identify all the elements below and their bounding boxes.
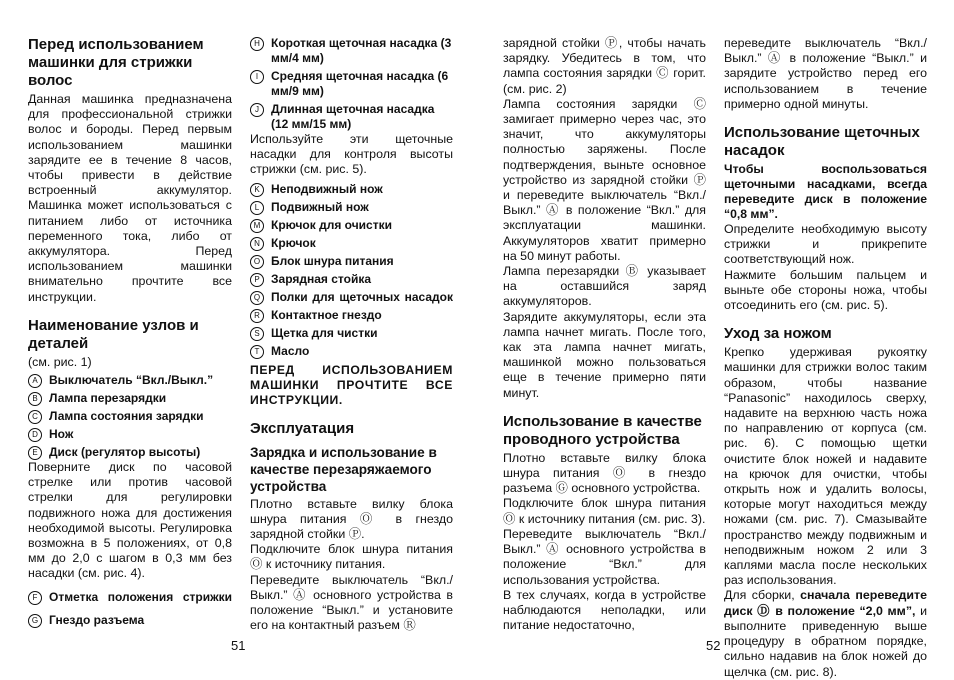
paragraph-wired-1: Плотно вставьте вилку блока шнура питания Ⓞ в гнездо разъема Ⓖ основного устройства. (503, 450, 706, 496)
circled-letter-icon: C (28, 410, 42, 424)
heading-parts: Наименование узлов и деталей (28, 316, 199, 352)
page-number-51: 51 (231, 638, 246, 653)
see-figure-1: (см. рис. 1) (28, 354, 92, 369)
column-2 (250, 36, 453, 633)
circled-letter-icon: H (250, 37, 264, 51)
paragraph-attachments-3: Нажмите большим пальцем и выньте обе стороны ножа, чтобы отсоединить его (см. рис. 5). (724, 267, 927, 313)
circled-letter-icon: K (250, 183, 264, 197)
paragraph-wired-5: переведите выключатель “Вкл./ Выкл.” Ⓐ в положение “Выкл.” и зарядите устройство перед его использованием в течение примерно одной минуты. (724, 36, 927, 111)
paragraph-care-1: Крепко удерживая рукоятку машинки для стрижки волос таким образом, чтобы название “Panasonic” находилось сверху, надавите на верхнюю часть ножа по направлению от корпуса (см. рис. 6). С помощью щетки очистите блок ножей и надавите на крючок для очистки, чтобы открыть нож и удалить волосы, которые могут находиться между ножами (см. рис. 7). Смазывайте пространство между подвижным и неподвижным ножом 2 или 3 каплями масла после нескольких раз использования. (724, 345, 927, 588)
part-item: N Крючок (250, 236, 453, 251)
circled-letter-icon: I (250, 70, 264, 84)
paragraph-charge-4: зарядной стойки Ⓟ, чтобы начать зарядку. Убедитесь в том, что лампа состояния зарядки Ⓒ горит. (см. рис. 2) (503, 36, 706, 96)
part-item: R Контактное гнездо (250, 308, 453, 323)
circled-letter-icon: P (250, 273, 264, 287)
circled-letter-icon: R (250, 309, 264, 323)
part-item: M Крючок для очистки (250, 218, 453, 233)
column-4 (724, 36, 927, 680)
parts-list-a-e (28, 373, 232, 460)
circled-letter-icon: L (250, 201, 264, 215)
part-item: F Отметка положения стрижки (28, 590, 232, 605)
part-item: C Лампа состояния зарядки (28, 409, 232, 424)
part-item: T Масло (250, 344, 453, 359)
column-1 (28, 36, 232, 631)
heading-charging: Зарядка и использование в качестве перезаряжаемого устройства (250, 444, 437, 494)
heading-wired-use: Использование в качестве проводного устройства (503, 412, 702, 448)
circled-letter-icon: M (250, 219, 264, 233)
part-item: D Нож (28, 427, 232, 442)
page-number-52: 52 (706, 638, 721, 653)
circled-letter-icon: S (250, 327, 264, 341)
paragraph-use-attachments: Используйте эти щеточные насадки для контроля высоты стрижки (см. рис. 5). (250, 132, 453, 177)
part-item: E Диск (регулятор высоты) (28, 445, 232, 460)
heading-attachments: Использование щеточных насадок (724, 124, 920, 160)
paragraph-charge-7: Зарядите аккумуляторы, если эта лампа начнет мигать. После того, как эта лампа начнет мигать, машинкой можно пользоваться еще в течение примерно пяти минут. (503, 309, 706, 400)
circled-letter-icon: J (250, 103, 264, 117)
paragraph-before-use: Данная машинка предназначена для профессиональной стрижки волос и бороды. Перед первым использованием машинки зарядите ее в течение 8 часов, чтобы привести в действие встроенный аккумулятор. Машинка может использоваться с питанием либо от источника переменного тока, либо от аккумулятора. Перед использованием машинки внимательно прочтите все инструкции. (28, 92, 232, 304)
heading-blade-care: Уход за ножом (724, 325, 832, 343)
paragraph-charge-6: Лампа перезарядки Ⓑ указывает на оставшийся заряд аккумуляторов. (503, 264, 706, 309)
circled-letter-icon: B (28, 392, 42, 406)
paragraph-charge-1: Плотно вставьте вилку блока шнура питания Ⓞ в гнездо зарядной стойки Ⓟ. (250, 496, 453, 542)
part-item: S Щетка для чистки (250, 326, 453, 341)
part-item: P Зарядная стойка (250, 272, 453, 287)
paragraph-wired-2: Подключите блок шнура питания Ⓞ к источнику питания (см. рис. 3). (503, 496, 706, 526)
paragraph-charge-2: Подключите блок шнура питания Ⓞ к источнику питания. (250, 542, 453, 572)
paragraph-attachments-bold: Чтобы воспользоваться щеточными насадками, всегда переведите диск в положение “0,8 мм”. (724, 162, 927, 222)
column-3 (503, 36, 706, 633)
warning-read-instructions: ПЕРЕД ИСПОЛЬЗОВАНИЕМ МАШИНКИ ПРОЧТИТЕ ВСЕ ИНСТРУКЦИИ. (250, 362, 453, 407)
circled-letter-icon: D (28, 428, 42, 442)
paragraph-wired-4: В тех случаях, когда в устройстве наблюдаются неполадки, или питание недостаточно, (503, 587, 706, 633)
paragraph-wired-3: Переведите выключатель “Вкл./ Выкл.” Ⓐ основного устройства в положение “Вкл.” для использования устройства. (503, 526, 706, 587)
part-item: J Длинная щеточная насадка (12 мм/15 мм) (250, 102, 453, 132)
circled-letter-icon: E (28, 446, 42, 460)
circled-letter-icon: O (250, 255, 264, 269)
paragraph-care-2: Для сборки, сначала переведите диск Ⓓ в положение “2,0 мм”, и выполните приведенную выше процедуру в обратном порядке, сильно надавив на блок ножей до щелчка (см. рис. 8). (724, 588, 928, 679)
circled-letter-icon: G (28, 614, 42, 628)
part-item: I Средняя щеточная насадка (6 мм/9 мм) (250, 69, 453, 99)
paragraph-charge-5: Лампа состояния зарядки Ⓒ замигает примерно через час, это значит, что аккумуляторы полностью заряжены. После подтверждения, выньте основное устройство из зарядной стойки Ⓟ и переведите выключатель “Вкл./ Выкл.” Ⓐ в положение “Вкл.” для эксплуатации машинки. Аккумуляторов хватит примерно на 50 минут работы. (503, 96, 706, 263)
part-item: Q Полки для щеточных насадок (250, 290, 453, 305)
circled-letter-icon: A (28, 374, 42, 388)
part-item: G Гнездо разъема (28, 613, 232, 628)
heading-operation: Эксплуатация (250, 419, 355, 437)
part-item: B Лампа перезарядки (28, 391, 232, 406)
part-item: L Подвижный нож (250, 200, 453, 215)
part-item: O Блок шнура питания (250, 254, 453, 269)
part-item: A Выключатель “Вкл./Выкл.” (28, 373, 232, 388)
circled-letter-icon: T (250, 345, 264, 359)
paragraph-charge-3: Переведите выключатель “Вкл./ Выкл.” Ⓐ основного устройства в положение “Выкл.” и установите его на контактный разъем Ⓡ (250, 572, 453, 633)
paragraph-attachments-2: Определите необходимую высоту стрижки и прикрепите соответствующий нож. (724, 222, 927, 267)
part-item: K Неподвижный нож (250, 182, 453, 197)
paragraph-disk: Поверните диск по часовой стрелке или против часовой стрелки для регулировки подвижного ножа для достижения необходимой высоты. Регулировка возможна в 5 положениях, от 0,8 мм до 2,0 с шагом в 0,3 мм без насадки (см. рис. 4). (28, 460, 232, 581)
circled-letter-icon: Q (250, 291, 264, 305)
part-item: H Короткая щеточная насадка (3 мм/4 мм) (250, 36, 453, 66)
heading-before-use: Перед использованием машинки для стрижки волос (28, 36, 204, 89)
circled-letter-icon: F (28, 591, 42, 605)
circled-letter-icon: N (250, 237, 264, 251)
